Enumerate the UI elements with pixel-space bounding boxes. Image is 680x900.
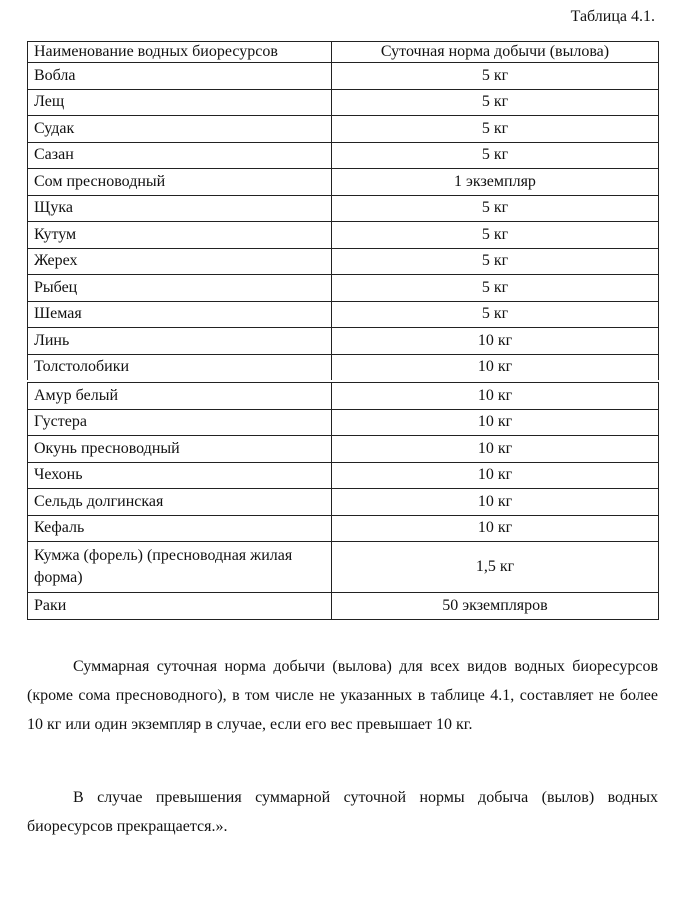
daily-norm-cell: 5 кг xyxy=(332,89,659,116)
table-row xyxy=(28,354,659,380)
table-row xyxy=(28,593,659,620)
table-header-row xyxy=(28,42,659,63)
table-row xyxy=(28,116,659,143)
daily-norm-cell: 10 кг xyxy=(332,436,659,463)
species-cell: Раки xyxy=(28,593,332,620)
paragraph-exceeding-norm: В случае превышения суммарной суточной нормы добыча (вылов) водных биоресурсов прекращается.». xyxy=(27,789,658,835)
table-row xyxy=(28,409,659,436)
species-cell: Рыбец xyxy=(28,275,332,302)
daily-norm-cell: 10 кг xyxy=(332,354,659,380)
table-row xyxy=(28,515,659,542)
species-cell: Щука xyxy=(28,195,332,222)
species-cell: Лещ xyxy=(28,89,332,116)
daily-norm-cell: 5 кг xyxy=(332,63,659,90)
table-row xyxy=(28,169,659,196)
table-caption: Таблица 4.1. xyxy=(570,8,655,25)
catch-norms-table-part1 xyxy=(27,41,659,380)
daily-norm-cell: 50 экземпляров xyxy=(332,593,659,620)
table-row xyxy=(28,436,659,463)
daily-norm-cell: 10 кг xyxy=(332,462,659,489)
catch-norms-table-part2 xyxy=(27,382,659,620)
species-cell: Толстолобики xyxy=(28,354,332,380)
daily-norm-cell: 10 кг xyxy=(332,409,659,436)
table-row xyxy=(28,462,659,489)
table-row xyxy=(28,542,659,593)
daily-norm-cell: 5 кг xyxy=(332,195,659,222)
table-row xyxy=(28,328,659,355)
paragraph-total-norm: Суммарная суточная норма добычи (вылова) для всех видов водных биоресурсов (кроме сома пресноводного), в том числе не указанных в таблице 4.1, составляет не более 10 кг или один экземпляр в случае, если его вес превышает 10 кг. xyxy=(27,658,658,733)
species-cell: Кутум xyxy=(28,222,332,249)
species-cell: Густера xyxy=(28,409,332,436)
species-cell: Амур белый xyxy=(28,383,332,410)
species-cell: Сом пресноводный xyxy=(28,169,332,196)
daily-norm-cell: 5 кг xyxy=(332,275,659,302)
species-cell: Жерех xyxy=(28,248,332,275)
table-row xyxy=(28,222,659,249)
species-cell: Судак xyxy=(28,116,332,143)
header-daily-norm: Суточная норма добычи (вылова) xyxy=(332,42,659,63)
table-row xyxy=(28,195,659,222)
table-row xyxy=(28,89,659,116)
daily-norm-cell: 10 кг xyxy=(332,328,659,355)
species-cell: Кефаль xyxy=(28,515,332,542)
daily-norm-cell: 5 кг xyxy=(332,222,659,249)
species-cell: Чехонь xyxy=(28,462,332,489)
daily-norm-cell: 5 кг xyxy=(332,116,659,143)
daily-norm-cell: 5 кг xyxy=(332,248,659,275)
daily-norm-cell: 1 экземпляр xyxy=(332,169,659,196)
header-species: Наименование водных биоресурсов xyxy=(28,42,332,63)
daily-norm-cell: 1,5 кг xyxy=(332,542,659,593)
daily-norm-cell: 10 кг xyxy=(332,383,659,410)
table-row xyxy=(28,248,659,275)
table-row xyxy=(28,383,659,410)
species-cell: Сельдь долгинская xyxy=(28,489,332,516)
table-row xyxy=(28,142,659,169)
table-row xyxy=(28,63,659,90)
species-cell: Линь xyxy=(28,328,332,355)
species-cell: Шемая xyxy=(28,301,332,328)
species-cell: Сазан xyxy=(28,142,332,169)
species-cell: Вобла xyxy=(28,63,332,90)
species-cell: Окунь пресноводный xyxy=(28,436,332,463)
daily-norm-cell: 10 кг xyxy=(332,515,659,542)
species-cell: Кумжа (форель) (пресноводная жилая форма) xyxy=(28,542,332,593)
table-row xyxy=(28,301,659,328)
table-row xyxy=(28,489,659,516)
daily-norm-cell: 10 кг xyxy=(332,489,659,516)
daily-norm-cell: 5 кг xyxy=(332,142,659,169)
table-row xyxy=(28,275,659,302)
daily-norm-cell: 5 кг xyxy=(332,301,659,328)
